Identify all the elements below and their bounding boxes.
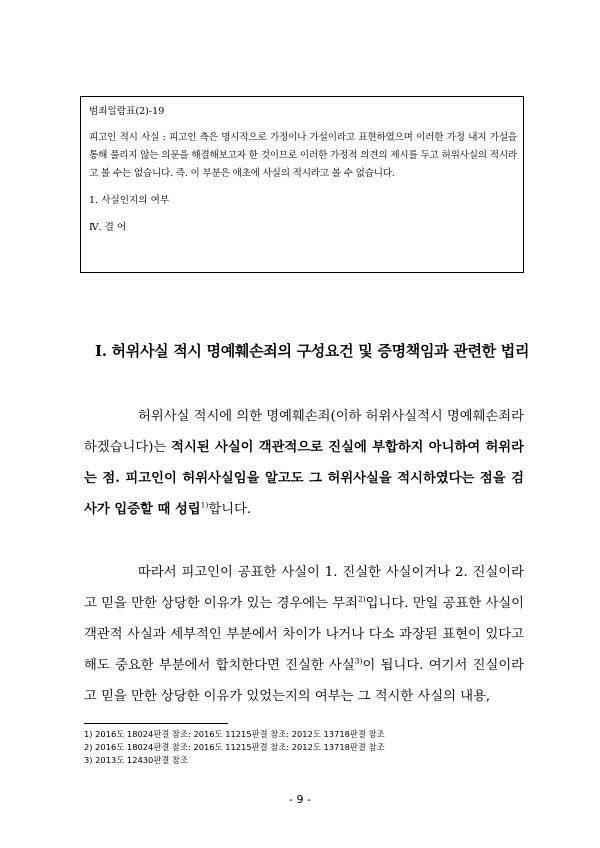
box-item-fact-recognition: 1. 사실인지의 여부: [89, 195, 170, 206]
paragraph-truth-defense: [84, 557, 524, 712]
case-excerpt-box: [80, 96, 524, 273]
para2-part3: 이 됩니다. 여기서 진실이라고 믿을 만한 상당한 이유가 있었는지의 여부는 그 적시한 사실의 내용,: [84, 658, 525, 704]
footnotes: [84, 728, 385, 767]
footnote-3: 3) 2013도 12430판결 참조: [84, 755, 189, 765]
para2-part1: 따라서 피고인이 공표한 사실이 1. 진실한 사실이거나 2. 진실이라고 믿을 만한 상당한 이유가 있는 경우에는 무죄: [84, 565, 524, 611]
para2-part2: 입니다. 만일 공표한 사실이 객관적 사실과 세부적인 부분에서 차이가 나거나 다소 과장된 표현이 있다고 해도 중요한 부분에서 합치한다면 진실한 사실: [84, 596, 525, 673]
para1-ending: 합니다.: [208, 502, 252, 517]
footnote-divider: [84, 723, 228, 724]
box-title: 범죄일람표(2)-19: [89, 106, 165, 117]
footnote-ref-3: 3): [354, 656, 363, 666]
paragraph-legal-principle: [84, 401, 524, 525]
para1-text: 허위사실 적시에 의한 명예훼손죄(이하 허위사실적시 명예훼손죄라 하겠습니다)는: [84, 409, 524, 455]
footnote-2: 2) 2016도 18024판결 참조: 2016도 11215판결 참조: 2012도 13718판결 참조: [84, 742, 385, 752]
section-heading: Ⅰ. 허위사실 적시 명예훼손죄의 구성요건 및 증명책임과 관련한 법리: [95, 342, 530, 360]
footnote-ref-1: 1): [200, 500, 209, 510]
footnote-ref-2: 2): [357, 594, 366, 604]
page-number: - 9 -: [289, 793, 311, 806]
para1-emphasis: 적시된 사실이 객관적으로 진실에 부합하지 아니하여 허위라는 점. 피고인이 허위사실임을 알고도 그 허위사실을 적시하였다는 점을 검사가 입증할 때 성립: [84, 440, 525, 517]
box-paragraph: 피고인 적시 사실 : 피고인 측은 명시적으로 가정이나 가설이라고 표현하였으며 이러한 가정 내지 가설을 통해 풀리지 않는 의문을 해결해보고자 한 것이므로 이러한 가정적 의견의 제시를 두고 허위사실의 적시라고 볼 수는 없습니다. 즉. 이 부분은 애초에 사실의 적시라고 볼 수 없습니다.: [89, 132, 517, 179]
box-item-conclusion: Ⅳ. 결 어: [89, 222, 127, 233]
footnote-1: 1) 2016도 18024판결 참조: 2016도 11215판결 참조: 2012도 13718판결 참조: [84, 729, 385, 739]
